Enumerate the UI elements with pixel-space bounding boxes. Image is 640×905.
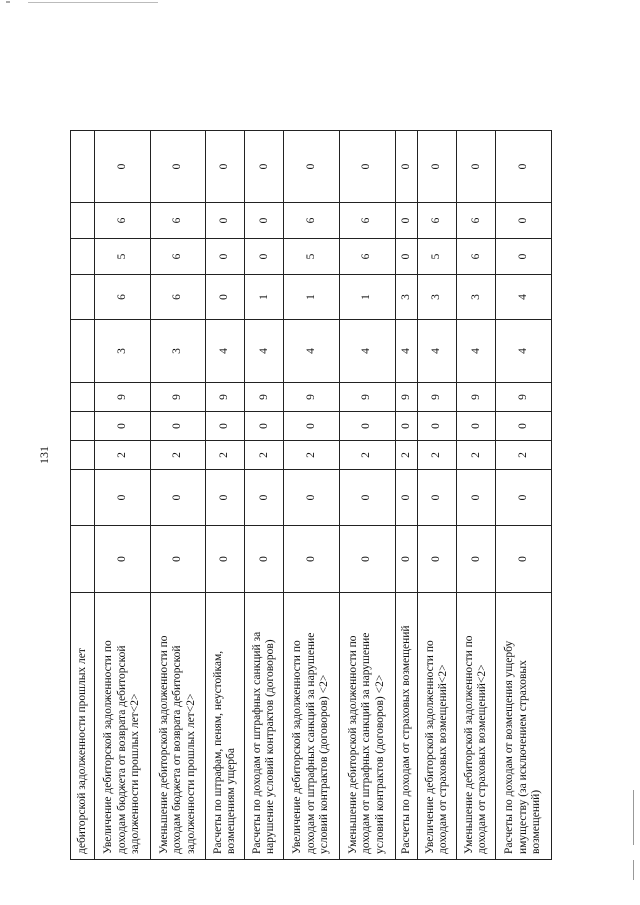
code-cell: 0 [206,239,245,275]
code-cell: 0 [150,131,206,203]
code-cell: 4 [496,275,552,320]
code-cell: 5 [418,239,457,275]
code-cell: 0 [284,412,340,441]
code-cell: 9 [206,383,245,412]
row-label: Расчеты по доходам от штрафных санкций за нарушение условий контрактов (договоров) [245,593,284,860]
table-row [95,131,151,860]
code-cell [71,412,95,441]
code-cell: 0 [150,412,206,441]
code-cell: 0 [339,131,395,203]
code-cell: 0 [339,470,395,526]
code-cell: 0 [95,412,151,441]
code-cell: 0 [418,131,457,203]
row-label: Уменьшение дебиторской задолженности по доходам от страховых возмещений<2> [457,593,496,860]
code-cell: 0 [418,526,457,593]
row-label: Расчеты по штрафам, пеням, неустойкам, возмещениям ущерба [206,593,245,860]
code-cell: 4 [284,320,340,383]
table-row [339,131,395,860]
code-cell: 0 [395,131,418,203]
code-cell: 0 [395,203,418,239]
table-row [245,131,284,860]
code-cell: 0 [150,526,206,593]
row-label: дебиторской задолженности прошлых лет [71,593,95,860]
code-cell: 4 [339,320,395,383]
code-cell [71,441,95,470]
code-cell: 0 [245,203,284,239]
code-cell: 0 [457,131,496,203]
row-label: Увеличение дебиторской задолженности по доходам бюджета от возврата дебиторской задолженности прошлых лет<2> [95,593,151,860]
code-cell: 9 [245,383,284,412]
code-cell: 0 [245,412,284,441]
table-row [395,131,418,860]
table-row [457,131,496,860]
code-cell: 6 [339,239,395,275]
accounts-table [70,130,552,860]
code-cell: 9 [418,383,457,412]
code-cell: 4 [496,320,552,383]
code-cell [71,275,95,320]
code-cell: 3 [150,320,206,383]
row-label: Уменьшение дебиторской задолженности по доходам от штрафных санкций за нарушение условий контрактов (договоров) <2> [339,593,395,860]
code-cell: 0 [206,203,245,239]
code-cell: 6 [457,239,496,275]
code-cell: 3 [95,320,151,383]
code-cell: 0 [206,470,245,526]
page-number: 131 [37,446,51,464]
code-cell: 0 [395,526,418,593]
code-cell: 5 [284,239,340,275]
row-label: Расчеты по доходам от страховых возмещений [395,593,418,860]
table-row [71,131,95,860]
code-cell: 0 [284,526,340,593]
table-row [418,131,457,860]
code-cell: 2 [95,441,151,470]
code-cell: 3 [395,275,418,320]
code-cell: 0 [206,131,245,203]
code-cell: 9 [457,383,496,412]
code-cell: 0 [206,526,245,593]
code-cell: 6 [150,275,206,320]
code-cell: 2 [284,441,340,470]
code-cell: 6 [418,203,457,239]
code-cell [71,526,95,593]
code-cell: 0 [496,239,552,275]
code-cell [71,383,95,412]
code-cell: 0 [245,526,284,593]
code-cell: 0 [496,203,552,239]
code-cell: 2 [150,441,206,470]
code-cell: 3 [418,275,457,320]
code-cell: 0 [206,412,245,441]
code-cell: 6 [150,203,206,239]
code-cell [71,203,95,239]
code-cell: 1 [339,275,395,320]
code-cell: 3 [457,275,496,320]
code-cell: 6 [339,203,395,239]
code-cell: 0 [245,131,284,203]
code-cell: 0 [339,526,395,593]
code-cell: 0 [395,412,418,441]
code-cell: 0 [496,526,552,593]
code-cell: 5 [95,239,151,275]
code-cell: 2 [245,441,284,470]
scan-mark [6,1,10,3]
code-cell: 9 [395,383,418,412]
code-cell: 0 [339,412,395,441]
code-cell: 4 [457,320,496,383]
code-cell: 9 [284,383,340,412]
table-row [496,131,552,860]
row-label: Уменьшение дебиторской задолженности по доходам бюджета от возврата дебиторской задолженности прошлых лет<2> [150,593,206,860]
code-cell [71,320,95,383]
code-cell: 0 [457,470,496,526]
code-cell: 4 [245,320,284,383]
code-cell: 0 [457,526,496,593]
code-cell: 0 [496,412,552,441]
code-cell: 9 [339,383,395,412]
code-cell: 4 [206,320,245,383]
scan-edge-line [28,2,158,3]
code-cell: 0 [245,470,284,526]
code-cell: 2 [457,441,496,470]
code-cell: 2 [496,441,552,470]
table-row [206,131,245,860]
code-cell [71,470,95,526]
code-cell: 0 [95,470,151,526]
code-cell: 2 [395,441,418,470]
code-cell: 9 [95,383,151,412]
code-cell: 0 [95,131,151,203]
code-cell: 9 [496,383,552,412]
code-cell: 1 [284,275,340,320]
code-cell: 9 [150,383,206,412]
code-cell: 0 [245,239,284,275]
code-cell: 0 [395,470,418,526]
code-cell: 4 [395,320,418,383]
rotated-table-container [70,131,552,860]
code-cell: 0 [284,470,340,526]
code-cell: 0 [457,412,496,441]
code-cell: 0 [284,131,340,203]
code-cell: 0 [206,275,245,320]
code-cell: 2 [418,441,457,470]
code-cell [71,131,95,203]
code-cell: 6 [284,203,340,239]
code-cell [71,239,95,275]
code-cell: 0 [418,470,457,526]
table-frame [70,131,552,860]
code-cell: 1 [245,275,284,320]
code-cell: 0 [496,131,552,203]
code-cell: 2 [206,441,245,470]
code-cell: 0 [150,470,206,526]
scan-edge-mark [633,790,634,845]
code-cell: 6 [95,203,151,239]
scan-edge-mark [633,860,634,880]
table-row [150,131,206,860]
code-cell: 4 [418,320,457,383]
row-label: Увеличение дебиторской задолженности по доходам от страховых возмещений<2> [418,593,457,860]
code-cell: 6 [150,239,206,275]
row-label: Увеличение дебиторской задолженности по доходам от штрафных санкций за нарушение условий контрактов (договоров) <2> [284,593,340,860]
code-cell: 0 [95,526,151,593]
code-cell: 0 [496,470,552,526]
code-cell: 6 [95,275,151,320]
table-row [284,131,340,860]
code-cell: 6 [457,203,496,239]
code-cell: 0 [418,412,457,441]
code-cell: 2 [339,441,395,470]
row-label: Расчеты по доходам от возмещения ущербу имуществу (за исключением страховых возмещений) [496,593,552,860]
code-cell: 0 [395,239,418,275]
